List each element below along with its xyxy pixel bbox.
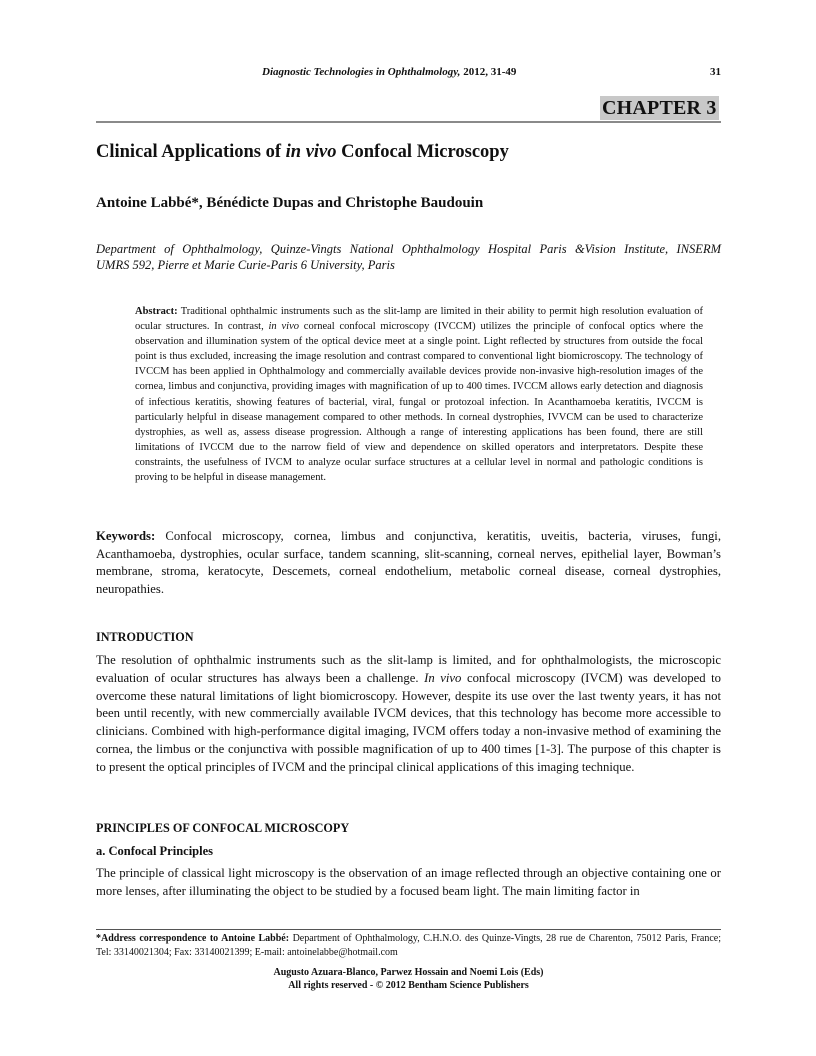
abstract-text-1: Traditional ophthalmic instruments such as the slit-lamp are limited in their ability to permit high resolution evaluation of ocular structures. In contrast, — [135, 306, 703, 333]
keywords-text: Confocal microscopy, cornea, limbus and conjunctiva, keratitis, uveitis, bacteria, viruses, fungi, Acanthamoeba, dystrophies, ocular surface, tandem scanning, slit-scanning, corneal nerves, epithelial layer, Bowman’s membrane, stroma, keratocyte, Descemets, corneal endothelium, metabolic corneal disease, corneal dystrophies, neuropathies. — [96, 529, 721, 596]
subsection-heading-confocal-principles: a. Confocal Principles — [96, 844, 214, 858]
running-head — [262, 66, 662, 78]
intro-italic: In vivo — [424, 670, 462, 685]
title-part-1: Clinical Applications of — [96, 142, 286, 162]
introduction-paragraph — [96, 652, 721, 777]
abstract-italic: in vivo — [268, 321, 299, 333]
title-italic: in vivo — [285, 142, 337, 162]
abstract-label: Abstract: — [135, 306, 178, 317]
affiliation-line-1: Department of Ophthalmology, Quinze-Vingts National Ophthalmology Hospital Paris &Vision Institute, INSERM — [96, 242, 721, 256]
journal-title: Diagnostic Technologies in Ophthalmology, — [262, 66, 461, 78]
footnote-label: *Address correspondence to Antoine Labbé: — [96, 933, 290, 944]
chapter-label: CHAPTER 3 — [602, 97, 717, 119]
copyright: All rights reserved - © 2012 Bentham Science Publishers — [288, 980, 529, 991]
principles-paragraph: The principle of classical light microscopy is the observation of an image reflected through an objective containing one or more lenses, after illuminating the object to be studied by a focused beam light. The main limiting factor in — [96, 866, 721, 898]
title-part-2: Confocal Microscopy — [336, 142, 509, 162]
abstract-text-2: corneal confocal microscopy (IVCCM) utilizes the principle of confocal optics where the observation and illumination system of the optical device meet at a single point. Light reflected by structures from outside the focal point is thus excluded, increasing the image resolution and contrast compared to conventional light biomicroscopy. The technology of IVCCM has been applied in Ophthalmology and commercially available devices provide non-invasive high-resolution images of the cornea, limbus and conjunctiva, providing images with magnification of up to 400 times. IVCCM allows early detection and diagnosis of infectious keratitis, showing features of bacterial, viral, fungal or protozoal infection. In Acanthamoeba keratitis, IVCCM is particularly helpful in disease management compared to other methods. In corneal dystrophies, IVVCM can be used to characterize dystrophies, as well as, assess disease progression. Although a range of interesting applications has been found, there are still limitations of IVCCM due to the narrow field of view and dependence on skilled operators and interpretators. Despite these constraints, the usefulness of IVCM to analyze ocular surface structures at a cellular level in normal and pathologic conditions is proving to be helpful in disease management. — [135, 321, 704, 484]
footnote-rule — [96, 929, 721, 930]
publisher-info — [96, 966, 721, 992]
section-heading-introduction: INTRODUCTION — [96, 630, 194, 644]
affiliation-line-2: UMRS 592, Pierre et Marie Curie-Paris 6 University, Paris — [96, 258, 395, 272]
chapter-title — [96, 142, 509, 163]
affiliation — [96, 241, 721, 273]
header-rule — [96, 121, 721, 123]
footnote-text: Department of Ophthalmology, C.H.N.O. des Quinze-Vingts, 28 rue de Charenton, 75012 Paris, France; Tel: 33140021304; Fax: 33140021399; E-mail: antoinelabbe@hotmail.com — [96, 933, 721, 958]
footnote — [96, 932, 721, 960]
intro-text-1: The resolution of ophthalmic instruments such as the slit-lamp is limited, and for ophthalmologists, the microscopic evaluation of ocular structures has always been a challenge. — [96, 653, 721, 685]
intro-text-2: confocal microscopy (IVCM) was developed to overcome these natural limitations of light biomicroscopy. However, despite its use over the last twenty years, it has not been until recently, with new commercially available IVCM devices, that this technology has become more accessible to clinicians. Combined with high-performance digital imaging, IVCM offers today a non-invasive method of examining the cornea, the limbus or the conjunctiva with possible magnification of up to 400 times [1-3]. The purpose of this chapter is to present the optical principles of IVCM and the principal clinical applications of this imaging technique. — [96, 670, 721, 774]
page-number: 31 — [710, 66, 721, 78]
section-heading-principles: PRINCIPLES OF CONFOCAL MICROSCOPY — [96, 821, 350, 835]
abstract — [135, 304, 703, 485]
keywords-label: Keywords: — [96, 529, 156, 543]
journal-year-pages: 2012, 31-49 — [460, 66, 517, 78]
editors: Augusto Azuara-Blanco, Parwez Hossain and Noemi Lois (Eds) — [273, 967, 544, 978]
authors: Antoine Labbé*, Bénédicte Dupas and Christophe Baudouin — [96, 195, 484, 211]
keywords — [96, 528, 721, 598]
